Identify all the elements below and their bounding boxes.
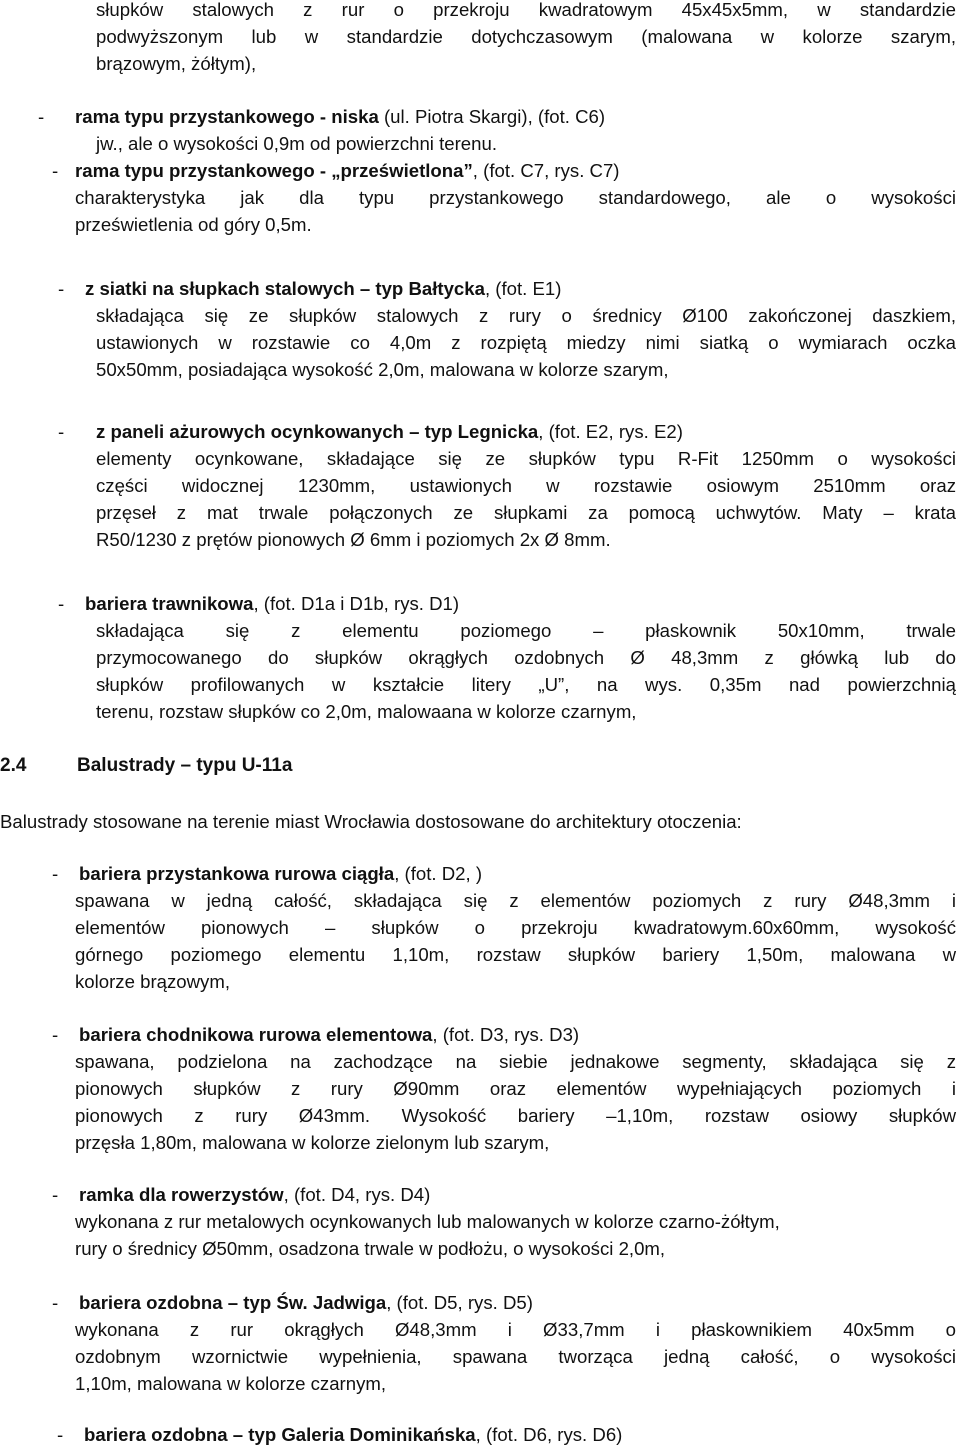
item-reference: , (fot. D3, rys. D3) bbox=[432, 1024, 580, 1045]
description-line: 1,10m, malowana w kolorze czarnym, bbox=[75, 1373, 387, 1394]
description-line: składająca się z elementu poziomego – płaskownik 50x10mm, trwale bbox=[96, 620, 956, 641]
list-dash: - bbox=[52, 160, 59, 181]
item-title: bariera trawnikowa bbox=[85, 593, 254, 614]
item-heading bbox=[96, 418, 956, 445]
list-dash: - bbox=[52, 1184, 59, 1205]
description-line: spawana w jedną całość, składająca się z elementów poziomych z rury Ø48,3mm i bbox=[75, 890, 956, 911]
item-description bbox=[75, 1208, 956, 1262]
description-line: pionowych z rury Ø43mm. Wysokość bariery –1,10m, rozstaw osiowy słupków bbox=[75, 1105, 956, 1126]
list-item bbox=[79, 1181, 956, 1208]
item-title: rama typu przystankowego - „prześwietlona” bbox=[75, 160, 473, 181]
description-line: 50x50mm, posiadająca wysokość 2,0m, malowana w kolorze szarym, bbox=[96, 359, 669, 380]
item-reference: , (fot. D4, rys. D4) bbox=[283, 1184, 431, 1205]
description-line: wykonana z rur metalowych ocynkowanych lub malowanych w kolorze czarno-żółtym, bbox=[75, 1211, 780, 1232]
description-line: przymocowanego do słupków okrągłych ozdobnych Ø 48,3mm z główką lub do bbox=[96, 647, 956, 668]
list-dash: - bbox=[52, 863, 59, 884]
description-line: ustawionych w rozstawie co 4,0m z rozpiętą miedzy nimi siatką o wymiarach oczka bbox=[96, 332, 956, 353]
description-line: terenu, rozstaw słupków co 2,0m, malowaana w kolorze czarnym, bbox=[96, 701, 637, 722]
item-reference: , (fot. D1a i D1b, rys. D1) bbox=[253, 593, 460, 614]
item-heading bbox=[84, 1421, 956, 1448]
list-item bbox=[79, 1021, 956, 1048]
item-reference: , (fot. D5, rys. D5) bbox=[386, 1292, 533, 1313]
item-title: rama typu przystankowego - niska bbox=[75, 106, 379, 127]
description-line: ozdobnym wzornictwie wypełnienia, spawana tworząca jedną całość, o wysokości bbox=[75, 1346, 956, 1367]
item-heading bbox=[79, 860, 956, 887]
description-line: przęsła 1,80m, malowana w kolorze zielonym lub szarym, bbox=[75, 1132, 550, 1153]
description-line: składająca się ze słupków stalowych z rury o średnicy Ø100 zakończonej daszkiem, bbox=[96, 305, 956, 326]
item-title: bariera przystankowa rurowa ciągła bbox=[79, 863, 395, 884]
description-line: elementy ocynkowane, składające się ze słupków typu R-Fit 1250mm o wysokości bbox=[96, 448, 956, 469]
description-line: górnego poziomego elementu 1,10m, rozstaw słupków bariery 1,50m, malowana w bbox=[75, 944, 956, 965]
intro-line: podwyższonym lub w standardzie dotychczasowym (malowana w kolorze szarym, bbox=[96, 26, 956, 47]
item-description bbox=[96, 130, 956, 157]
description-line: słupków profilowanych w kształcie litery „U”, na wys. 0,35m nad powierzchnią bbox=[96, 674, 956, 695]
item-title: bariera ozdobna – typ Galeria Dominikańska bbox=[84, 1424, 476, 1445]
section-intro bbox=[0, 808, 956, 835]
list-dash: - bbox=[38, 106, 45, 127]
description-line: spawana, podzielona na zachodzące na siebie jednakowe segmenty, składająca się z bbox=[75, 1051, 956, 1072]
item-heading bbox=[75, 157, 956, 184]
description-line: pionowych słupków z rury Ø90mm oraz elementów wypełniających poziomych i bbox=[75, 1078, 956, 1099]
list-dash: - bbox=[58, 421, 65, 442]
description-line: kolorze brązowym, bbox=[75, 971, 230, 992]
intro-line: słupków stalowych z rur o przekroju kwadratowym 45x45x5mm, w standardzie bbox=[96, 0, 956, 20]
list-item bbox=[96, 418, 956, 553]
intro-paragraph bbox=[96, 0, 956, 77]
item-reference: , (fot. D6, rys. D6) bbox=[475, 1424, 623, 1445]
description-line: prześwietlenia od góry 0,5m. bbox=[75, 214, 312, 235]
item-title: bariera chodnikowa rurowa elementowa bbox=[79, 1024, 433, 1045]
item-description bbox=[75, 887, 956, 995]
list-dash: - bbox=[58, 593, 65, 614]
section-number: 2.4 bbox=[0, 755, 27, 776]
description-line: elementów pionowych – słupków o przekroju kwadratowym.60x60mm, wysokość bbox=[75, 917, 956, 938]
item-reference: , (fot. E2, rys. E2) bbox=[538, 421, 683, 442]
item-heading bbox=[85, 275, 956, 302]
item-title: bariera ozdobna – typ Św. Jadwiga bbox=[79, 1292, 387, 1313]
item-reference: , (fot. C7, rys. C7) bbox=[472, 160, 620, 181]
item-heading bbox=[85, 590, 956, 617]
section-intro-line: Balustrady stosowane na terenie miast Wrocławia dostosowane do architektury otoczenia: bbox=[0, 811, 742, 832]
item-heading bbox=[79, 1021, 956, 1048]
item-description bbox=[75, 1048, 956, 1156]
intro-line: brązowym, żółtym), bbox=[96, 53, 257, 74]
list-dash: - bbox=[52, 1292, 59, 1313]
description-line: wykonana z rur okrągłych Ø48,3mm i Ø33,7mm i płaskownikiem 40x5mm o bbox=[75, 1319, 956, 1340]
description-line: przęseł z mat trwale połączonych ze słupkami za pomocą uchwytów. Maty – krata bbox=[96, 502, 956, 523]
description-line: R50/1230 z prętów pionowych Ø 6mm i poziomych 2x Ø 8mm. bbox=[96, 529, 611, 550]
item-title: ramka dla rowerzystów bbox=[79, 1184, 284, 1205]
list-dash: - bbox=[52, 1024, 59, 1045]
item-reference: , (fot. E1) bbox=[484, 278, 562, 299]
list-item bbox=[75, 157, 956, 238]
item-heading bbox=[79, 1289, 956, 1316]
item-description bbox=[96, 617, 956, 725]
list-item bbox=[84, 1421, 956, 1448]
list-item bbox=[85, 590, 956, 617]
section-title: Balustrady – typu U-11a bbox=[77, 755, 293, 776]
item-description bbox=[75, 1316, 956, 1397]
item-heading bbox=[79, 1181, 956, 1208]
item-heading bbox=[75, 103, 956, 130]
item-title: z paneli ażurowych ocynkowanych – typ Legnicka bbox=[96, 421, 539, 442]
list-dash: - bbox=[57, 1424, 64, 1445]
list-item bbox=[79, 1289, 956, 1316]
description-line: charakterystyka jak dla typu przystankowego standardowego, ale o wysokości bbox=[75, 187, 956, 208]
list-dash: - bbox=[58, 278, 65, 299]
list-item bbox=[85, 275, 956, 302]
list-item bbox=[79, 860, 956, 887]
item-title: z siatki na słupkach stalowych – typ Bałtycka bbox=[85, 278, 485, 299]
list-item bbox=[75, 103, 956, 130]
description-line: części widocznej 1230mm, ustawionych w rozstawie osiowym 2510mm oraz bbox=[96, 475, 956, 496]
description-line: jw., ale o wysokości 0,9m od powierzchni terenu. bbox=[96, 133, 497, 154]
description-line: rury o średnicy Ø50mm, osadzona trwale w podłożu, o wysokości 2,0m, bbox=[75, 1238, 666, 1259]
item-reference: (ul. Piotra Skargi), (fot. C6) bbox=[378, 106, 606, 127]
item-reference: , (fot. D2, ) bbox=[394, 863, 483, 884]
item-description bbox=[96, 302, 956, 383]
